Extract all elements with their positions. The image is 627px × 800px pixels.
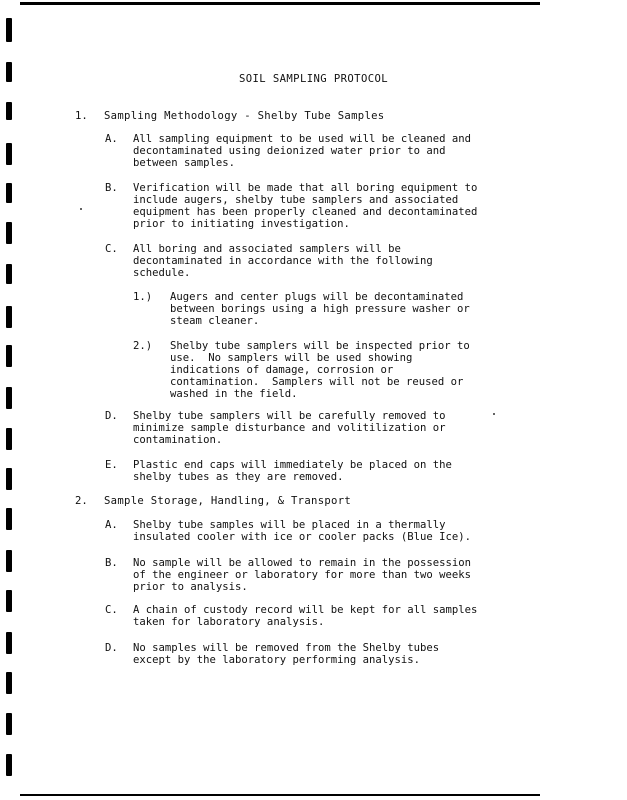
item-label: E. [105,459,118,471]
scan-speck [80,208,82,210]
item-label: C. [105,243,118,255]
binder-mark [6,468,12,490]
item-text: Plastic end caps will immediately be placed on the shelby tubes as they are removed. [133,459,452,483]
section-title: Sample Storage, Handling, & Transport [104,495,352,507]
item-text: Shelby tube samplers will be carefully removed to minimize sample disturbance and volitilization or contamination. [133,410,446,446]
page-title: SOIL SAMPLING PROTOCOL [238,73,389,85]
binder-mark [6,590,12,612]
binder-mark [6,143,12,165]
item-label: D. [105,410,118,422]
binder-mark [6,387,12,409]
item-label: A. [105,519,118,531]
binder-mark [6,183,12,203]
binder-mark [6,222,12,244]
binder-mark [6,672,12,694]
binder-mark [6,550,12,572]
item-label: C. [105,604,118,616]
binder-mark [6,428,12,450]
sub-item-text: Shelby tube samplers will be inspected prior to use. No samplers will be used showing indications of damage, corrosion or contamination. Samplers will not be reused or washed in the field. [170,340,470,400]
section-number: 2. [75,495,88,507]
section-number: 1. [75,110,88,122]
item-text: No sample will be allowed to remain in the possession of the engineer or laboratory for more than two weeks prior to analysis. [133,557,472,593]
item-label: B. [105,182,118,194]
item-label: B. [105,557,118,569]
scan-edge-top [20,2,540,5]
binder-mark [6,713,12,735]
item-text: No samples will be removed from the Shelby tubes except by the laboratory performing analysis. [133,642,440,666]
binder-mark [6,754,12,776]
sub-item-label: 1.) [133,291,153,303]
binder-mark [6,632,12,654]
item-text: Verification will be made that all boring equipment to include augers, shelby tube samplers and associated equipment has been properly cleaned and decontaminated prior to initiating investigation. [133,182,478,230]
item-text: Shelby tube samples will be placed in a thermally insulated cooler with ice or cooler packs (Blue Ice). [133,519,472,543]
item-text: All sampling equipment to be used will be cleaned and decontaminated using deionized water prior to and between samples. [133,133,472,169]
section-title: Sampling Methodology - Shelby Tube Samples [104,110,385,122]
binder-mark [6,306,12,328]
binder-mark [6,345,12,367]
section-heading [75,495,351,507]
item-label: D. [105,642,118,654]
binder-mark [6,508,12,530]
binder-mark [6,264,12,284]
item-text: All boring and associated samplers will be decontaminated in accordance with the following schedule. [133,243,433,279]
sub-item-text: Augers and center plugs will be decontaminated between borings using a high pressure washer or steam cleaner. [170,291,470,327]
sub-item-label: 2.) [133,340,153,352]
item-text: A chain of custody record will be kept for all samples taken for laboratory analysis. [133,604,478,628]
binder-mark [6,18,12,42]
binder-mark [6,102,12,120]
item-label: A. [105,133,118,145]
scan-edge-bottom [20,794,540,796]
section-heading [75,110,384,122]
